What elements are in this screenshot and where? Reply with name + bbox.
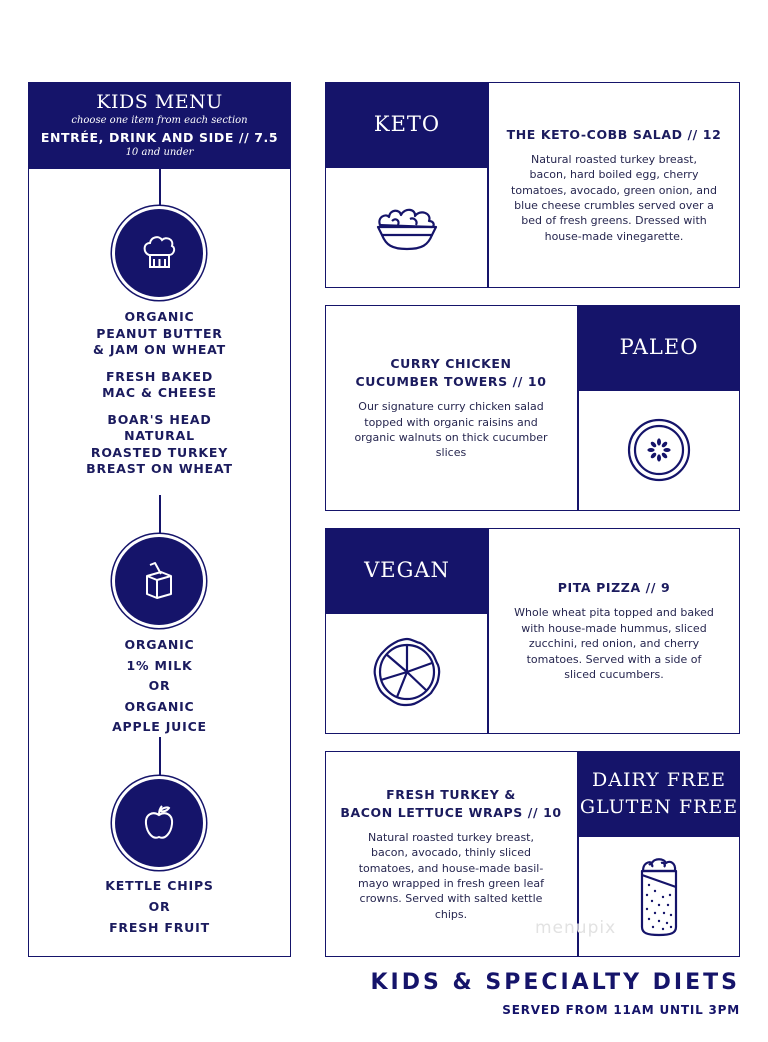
side-line: FRESH FRUIT <box>109 920 210 935</box>
connector-line <box>159 169 161 209</box>
connector-line <box>159 495 161 537</box>
keto-description-block <box>489 83 739 287</box>
kids-menu-age: 10 and under <box>125 147 194 158</box>
entree-line: & JAM ON WHEAT <box>92 342 227 357</box>
entree-line: PEANUT BUTTER <box>96 325 223 341</box>
vegan-dish-description: Whole wheat pita topped and baked with house-made hummus, sliced zucchini, red onion, and cherry tomatoes. Served with a side of sliced cucumbers. <box>514 606 714 682</box>
pizza-icon <box>326 613 488 733</box>
entree-line: NATURAL <box>124 428 195 443</box>
drink-line: ORGANIC <box>124 698 195 714</box>
entree-line: ROASTED TURKEY <box>90 444 229 460</box>
connector-line <box>159 737 161 779</box>
dairy-free-dish-description: Natural roasted turkey breast, bacon, avocado, thinly sliced tomatoes, and house-made basil-mayo wrapped in fresh green leaf crowns. Served with salted kettle chips. <box>357 830 544 921</box>
keto-card <box>325 82 740 288</box>
kids-menu-header <box>29 83 290 169</box>
drink-line: APPLE JUICE <box>112 719 207 734</box>
keto-dish-description: Natural roasted turkey breast, bacon, hard boiled egg, cherry tomatoes, avocado, green onion, and blue cheese crumbles served over a bed of fresh greens. Dressed with house-made vinegarette. <box>511 152 717 243</box>
footer-title: KIDS & SPECIALTY DIETS <box>370 970 740 995</box>
entree-line: MAC & CHEESE <box>102 385 217 400</box>
dairy-free-gluten-free-card <box>325 751 740 957</box>
keto-label: KETO <box>326 83 488 166</box>
vegan-label: VEGAN <box>326 529 488 612</box>
side-line: KETTLE CHIPS <box>105 878 214 893</box>
side-line: OR <box>148 899 171 914</box>
dairy-free-dish-name <box>326 786 576 822</box>
paleo-card <box>325 305 740 511</box>
vegan-description-block <box>489 529 739 733</box>
chef-hat-icon <box>115 209 203 297</box>
paleo-dish-description: Our signature curry chicken salad topped with organic raisins and organic walnuts on thick cucumber slices <box>354 400 548 460</box>
paleo-label: PALEO <box>578 306 740 389</box>
apple-icon <box>115 779 203 867</box>
vegan-dish-name: PITA PIZZA // 9 <box>557 580 671 596</box>
paleo-dish-name-line: CURRY CHICKEN <box>390 356 512 372</box>
kids-side-options <box>29 875 290 938</box>
kids-menu-subtitle: choose one item from each section <box>71 115 248 126</box>
dairy-free-dish-name-line: BACON LETTUCE WRAPS // 10 <box>340 804 562 820</box>
kids-entree-options <box>29 309 290 478</box>
paleo-dish-name <box>326 355 576 391</box>
entree-line: BREAST ON WHEAT <box>86 461 233 476</box>
watermark-logo: menupix <box>535 918 617 938</box>
kids-menu-panel <box>28 82 291 957</box>
salad-bowl-icon <box>326 167 488 287</box>
dairy-free-gluten-free-label <box>578 752 740 835</box>
drink-line: ORGANIC <box>124 637 195 652</box>
gluten-free-label: GLUTEN FREE <box>579 795 739 818</box>
entree-line: FRESH BAKED <box>105 368 214 384</box>
drink-line: OR <box>148 678 171 693</box>
kids-drink-options <box>29 635 290 738</box>
kids-menu-title: KIDS MENU <box>96 91 223 113</box>
paleo-description-block <box>326 306 576 510</box>
keto-dish-name: THE KETO-COBB SALAD // 12 <box>506 126 722 142</box>
entree-line: BOAR'S HEAD <box>107 411 212 427</box>
juice-box-icon <box>115 537 203 625</box>
entree-line: ORGANIC <box>124 309 195 324</box>
lettuce-wrap-icon <box>578 836 740 956</box>
cucumber-slice-icon <box>578 390 740 510</box>
kids-menu-price: ENTRÉE, DRINK AND SIDE // 7.5 <box>40 130 279 145</box>
dairy-free-dish-name-line: FRESH TURKEY & <box>386 786 516 802</box>
footer-subtitle: SERVED FROM 11AM UNTIL 3PM <box>502 1003 740 1017</box>
vegan-card <box>325 528 740 734</box>
dairy-free-label: DAIRY FREE <box>592 768 726 791</box>
paleo-dish-name-line: CUCUMBER TOWERS // 10 <box>355 374 547 390</box>
drink-line: 1% MILK <box>126 657 193 673</box>
